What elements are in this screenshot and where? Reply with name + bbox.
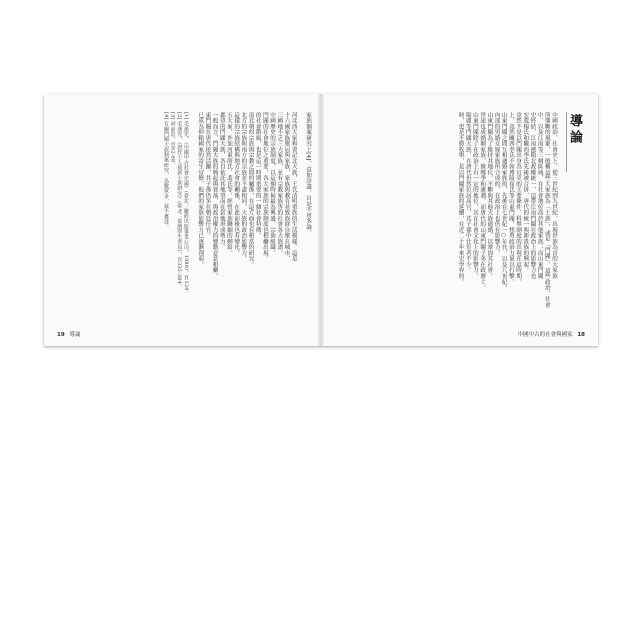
text-column: 三國地不乏三大家族，並有宗教家族等的社會各大族譜。 [276,112,283,256]
text-column: 東門閥在唐代依然活躍，其子孫仍多在朝廷任官。 [204,112,211,239]
right-page [322,94,598,346]
text-column: 內部的男婚女嫁家族所合成的，在政治上也仍有影響力。 [493,112,500,256]
left-page-number: 19 [57,332,65,338]
text-column: 上，竟然關西李氏不如博陵崔氏等山東門閥，想用政治力量以打擊。 [507,112,514,285]
text-column: 山東門閥為了維持其地位，不斷與其他大族通婚，以鞏固其社會。 [486,112,493,279]
footnote: [3] 同前註，頁62-68。 [169,112,176,168]
right-page-text [332,112,556,324]
text-column: 的社會階級，也是這一時期重要的一個社會特徵。 [254,112,261,239]
text-column: 門閥的社會地位之重要，各大家族的宗族制度也相繼出現。 [261,112,268,262]
book-spread [44,94,598,346]
text-column: 山東門閥之間互相通婚家族的，先後在七世紀一○年代，以及八世紀。 [500,112,507,291]
text-column: 一般而言，門閥大族的興起與衰落，與政治權力的變動息息相關。 [211,112,218,279]
notes-separator [189,112,195,324]
left-running-title: 導論 [69,332,81,338]
text-column: 這樣的宗族結構與地方社會的關係，在此前後也有變化。 [233,112,240,256]
text-column: 已成為仰賴國家的寄生官僚，他們的家族影響力已逐漸削弱。 [197,112,204,268]
text-column: 北方的宗族與南方的宗族並不盡相同，大族的政治影響力。 [240,112,247,262]
chapter-heading: 導論 [567,114,582,146]
footnote: [2] 毛漢光，《唐代士人與新士族研究》(臺北：臺灣學生書局)，頁335-384。 [176,112,183,289]
text-column: 陽盧等門閥大族，在唐代仍然位居高官，其子孫中仕宦者不少。 [464,112,471,273]
footnote: [4] 有關門閥大族個案研究，為數眾多，茲不贅述。 [163,112,170,230]
text-column: 中國政治、社會史上，從三世紀到九世紀，出現世族為首的大家族 [551,112,557,279]
text-column: 竟然不是以門閥出身為官吏的主要條件，科舉制度的出現在這時期。 [515,112,522,285]
text-column: 五大家，外加河東薛氏、裴氏等，經營家族聯姻的網絡。 [225,112,232,256]
text-column: 十六國家族聚居與家族、家族與教育並致族群自聚在城市， [283,112,290,262]
text-column: 所壟斷的現象，一般稱這些大家族為「士族」，或是「門閥」，這些政治、社會 [543,112,550,308]
left-page-text [56,112,310,324]
text-column: 史終結，江南被隋北政權統一，這帶江南門閥在政治上的影響力也 [529,112,536,279]
right-page-footer [518,330,588,338]
text-column: 南北朝的宗族與宗教之間的關係，在這方面也有相當的研究。 [247,112,254,268]
text-column: 山東門閥除了在政治上有一定的地位，其在社會文化上的影響力。 [471,112,478,279]
text-column: 時，更是不勝枚舉，是以門閥家族的延續，在近二十年來史學界的。 [457,112,464,285]
text-column: 河北西大家和書記北大族，王氏清明重族的生活模樣。這是 [290,112,297,262]
text-column: 宏農楊氏和隴西李氏先後被合併，唐代的統一與新貴族的興起。 [522,112,529,273]
text-column: 中，以及江南等三個區域，在社會地位高於其他家族；而山東門閥 [536,112,543,279]
text-column [297,112,303,324]
left-page [44,94,320,346]
footnote: [1] 毛漢光，《中國中古社會史論》(臺北：聯經出版事業公司，1988)，頁124。 [182,112,189,296]
right-page-number: 18 [577,332,585,338]
text-column: 中國歷史的宗族制度，以這個時候最為興盛，宗族組織。 [269,112,276,256]
text-column: 郡望的門閥大族，各自依託其地望而在當地形成勢力。 [218,112,225,250]
text-column: 世途也成婚姻家族，像鄭季和盧潤，而唐代的山東門閥子弟在政壇上。 [479,112,486,291]
text-column: 家族個案研究上[4]，益加詳盡，自是不用多論。 [305,112,311,236]
right-running-title: 中國中古的社會與國家 [517,332,573,338]
left-page-footer [54,330,80,338]
